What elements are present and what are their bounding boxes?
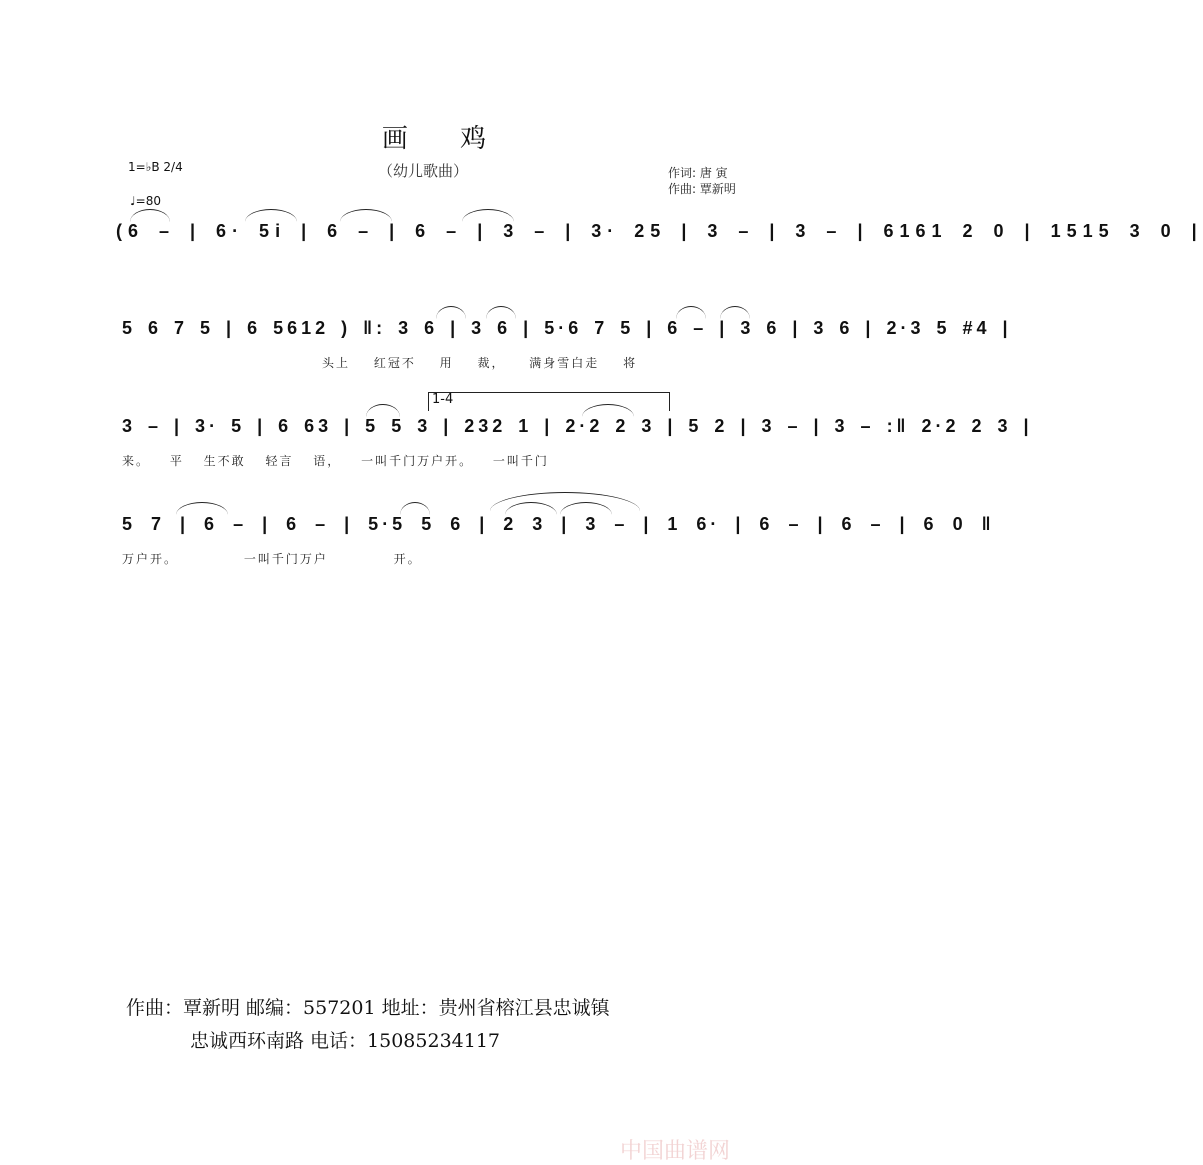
slur [366, 404, 400, 417]
slur [340, 209, 392, 222]
key-signature: 1=♭B 2/4 [128, 160, 183, 174]
score-row-3 [0, 392, 1033, 470]
score-row-4 [0, 508, 995, 568]
slur [720, 306, 750, 319]
lyrics-line: 来。 平 生不敢 轻言 语， 一叫千门万户开。 一叫千门 [122, 454, 549, 468]
footer-contact-line-2: 忠诚西环南路 电话：15085234117 [190, 1030, 501, 1052]
song-title: 画 鸡 [381, 124, 509, 154]
slur [130, 209, 170, 222]
score-row-2 [0, 312, 1012, 372]
footer-contact-line-1: 作曲：覃新明 邮编：557201 地址：贵州省榕江县忠诚镇 [126, 997, 610, 1019]
score-row-1 [0, 215, 1203, 275]
slur [176, 502, 228, 515]
slur [436, 306, 466, 319]
slur [676, 306, 706, 319]
watermark: 中国曲谱网 [620, 1139, 731, 1164]
slur [400, 502, 430, 515]
lyricist-credit: 作词: 唐 寅 [668, 166, 728, 180]
notation-line: 5 7 | 6 – | 6 – | 5·5 5 6 | 2 3 | 3 – | 1 6· | 6 – | 6 – | 6 0 ‖ [122, 514, 995, 534]
slur [486, 306, 516, 319]
volta-bracket [428, 392, 670, 411]
song-subtitle: （幼儿歌曲） [377, 162, 468, 180]
tempo-marking: ♩=80 [130, 194, 161, 208]
volta-label: 1-4 [432, 392, 454, 407]
composer-credit: 作曲: 覃新明 [668, 182, 736, 196]
lyrics-line: 万户开。 一叫千门万户 开。 [122, 552, 422, 566]
notation-line: 3 – | 3· 5 | 6 63 | 5 5 3 | 232 1 | 2·2 2 3 | 5 2 | 3 – | 3 – :‖ 2·2 2 3 | [122, 416, 1033, 436]
notation-line: 5 6 7 5 | 6 5612 ) ‖: 3 6 | 3 6 | 5·6 7 5 | 6 – | 3 6 | 3 6 | 2·3 5 #4 | [122, 318, 1012, 338]
notation-line: (6 – | 6· 5i | 6 – | 6 – | 3 – | 3· 25 | 3 – | 3 – | 6161 2 0 | 1515 3 0 | [116, 221, 1203, 241]
credits [668, 165, 736, 197]
slur [245, 209, 297, 222]
slur [462, 209, 514, 222]
lyrics-line: 头上 红冠不 用 裁， 满身雪白走 将 [322, 356, 638, 370]
